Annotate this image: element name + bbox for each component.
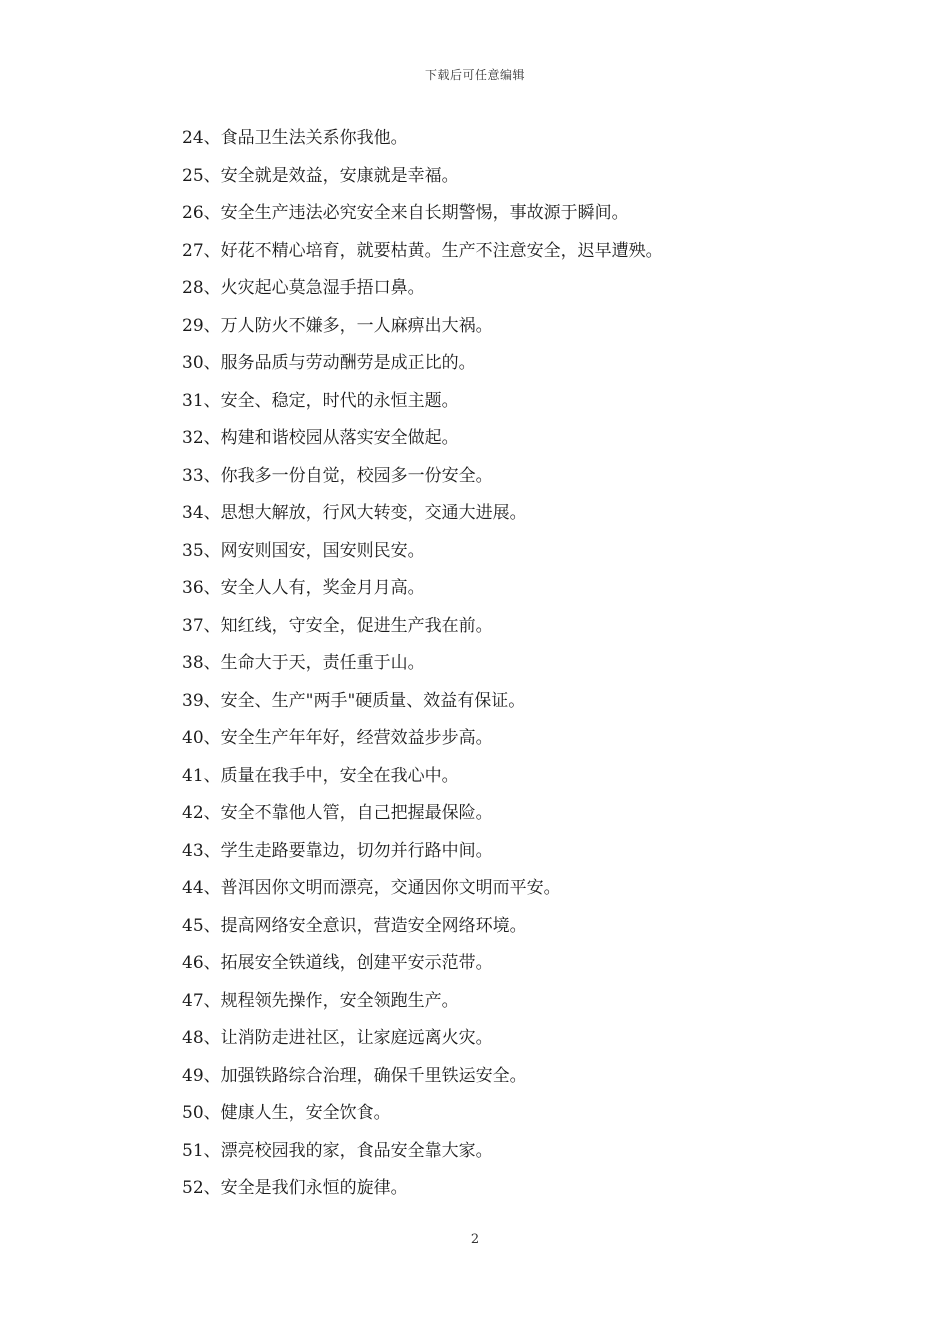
item-number: 42、 [182, 803, 221, 823]
item-text: 知红线，守安全，促进生产我在前。 [220, 615, 493, 636]
list-item [182, 908, 802, 946]
list-item [182, 1133, 802, 1171]
item-number: 44、 [182, 878, 221, 898]
list-item [182, 945, 802, 983]
item-text: 思想大解放，行风大转变，交通大进展。 [220, 503, 527, 523]
item-text: 健康人生，安全饮食。 [220, 1103, 391, 1123]
list-item [182, 158, 802, 196]
item-text: 安全人人有，奖金月月高。 [220, 578, 425, 598]
item-text: 规程领先操作，安全领跑生产。 [220, 990, 459, 1011]
item-number: 33、 [182, 465, 221, 486]
item-number: 45、 [182, 915, 221, 936]
list-item [182, 233, 802, 271]
list-item [182, 1020, 802, 1058]
item-number: 38、 [182, 653, 221, 673]
list-item [182, 645, 802, 683]
item-number: 35、 [182, 540, 221, 561]
item-text: 安全、稳定，时代的永恒主题。 [220, 390, 459, 411]
item-number: 31、 [182, 390, 221, 411]
item-text: 好花不精心培育，就要枯黄。生产不注意安全，迟早遭殃。 [220, 240, 663, 261]
item-text: 漂亮校园我的家，食品安全靠大家。 [220, 1140, 493, 1161]
item-text: 安全就是效益，安康就是幸福。 [220, 165, 459, 186]
list-item [182, 570, 802, 608]
item-text: 网安则国安，国安则民安。 [220, 540, 425, 561]
item-number: 50、 [182, 1103, 221, 1123]
list-item [182, 1095, 802, 1133]
list-item [182, 458, 802, 496]
item-number: 47、 [182, 990, 221, 1011]
item-number: 26、 [182, 203, 221, 223]
item-number: 39、 [182, 690, 221, 711]
item-text: 拓展安全铁道线，创建平安示范带。 [220, 953, 493, 973]
list-item [182, 120, 802, 158]
item-text: 安全是我们永恒的旋律。 [220, 1178, 408, 1198]
list-item [182, 795, 802, 833]
list-item [182, 983, 802, 1021]
item-text: 安全、生产"两手"硬质量、效益有保证。 [220, 690, 526, 711]
list-item [182, 720, 802, 758]
item-text: 火灾起心莫急湿手捂口鼻。 [220, 278, 425, 298]
item-number: 30、 [182, 353, 221, 373]
list-item [182, 495, 802, 533]
page-number: 2 [470, 1232, 480, 1247]
item-text: 构建和谐校园从落实安全做起。 [220, 428, 459, 448]
list-item [182, 608, 802, 646]
list-item [182, 870, 802, 908]
item-number: 36、 [182, 578, 221, 598]
item-text: 提高网络安全意识，营造安全网络环境。 [220, 915, 527, 936]
item-number: 34、 [182, 503, 221, 523]
slogan-list [182, 120, 802, 1208]
list-item [182, 1058, 802, 1096]
item-text: 普洱因你文明而漂亮，交通因你文明而平安。 [220, 878, 561, 898]
list-item [182, 195, 802, 233]
item-number: 25、 [182, 165, 221, 186]
list-item [182, 308, 802, 346]
page-header: 下载后可任意编辑 [424, 68, 525, 82]
item-text: 加强铁路综合治理，确保千里铁运安全。 [220, 1065, 527, 1086]
item-text: 服务品质与劳动酬劳是成正比的。 [220, 353, 476, 373]
item-number: 32、 [182, 428, 221, 448]
item-text: 生命大于天，责任重于山。 [220, 653, 425, 673]
item-number: 28、 [182, 278, 221, 298]
item-text: 万人防火不嫌多，一人麻痹出大祸。 [220, 315, 493, 336]
list-item [182, 270, 802, 308]
item-text: 你我多一份自觉，校园多一份安全。 [220, 465, 493, 486]
item-number: 48、 [182, 1028, 221, 1048]
list-item [182, 420, 802, 458]
item-number: 24、 [182, 128, 221, 148]
item-text: 食品卫生法关系你我他。 [220, 128, 408, 148]
item-number: 51、 [182, 1140, 221, 1161]
list-item [182, 1170, 802, 1208]
item-number: 52、 [182, 1178, 221, 1198]
list-item [182, 683, 802, 721]
item-number: 43、 [182, 840, 221, 861]
list-item [182, 533, 802, 571]
item-number: 41、 [182, 765, 221, 786]
item-text: 安全生产年年好，经营效益步步高。 [220, 728, 493, 748]
item-number: 40、 [182, 728, 221, 748]
list-item [182, 383, 802, 421]
list-item [182, 345, 802, 383]
item-number: 49、 [182, 1065, 221, 1086]
list-item [182, 758, 802, 796]
item-number: 29、 [182, 315, 221, 336]
list-item [182, 833, 802, 871]
item-text: 学生走路要靠边，切勿并行路中间。 [220, 840, 493, 861]
item-text: 安全不靠他人管，自己把握最保险。 [220, 803, 493, 823]
item-number: 46、 [182, 953, 221, 973]
item-number: 37、 [182, 615, 221, 636]
item-text: 质量在我手中，安全在我心中。 [220, 765, 459, 786]
item-text: 让消防走进社区，让家庭远离火灾。 [220, 1028, 493, 1048]
item-number: 27、 [182, 240, 221, 261]
item-text: 安全生产违法必究安全来自长期警惕，事故源于瞬间。 [220, 203, 629, 223]
